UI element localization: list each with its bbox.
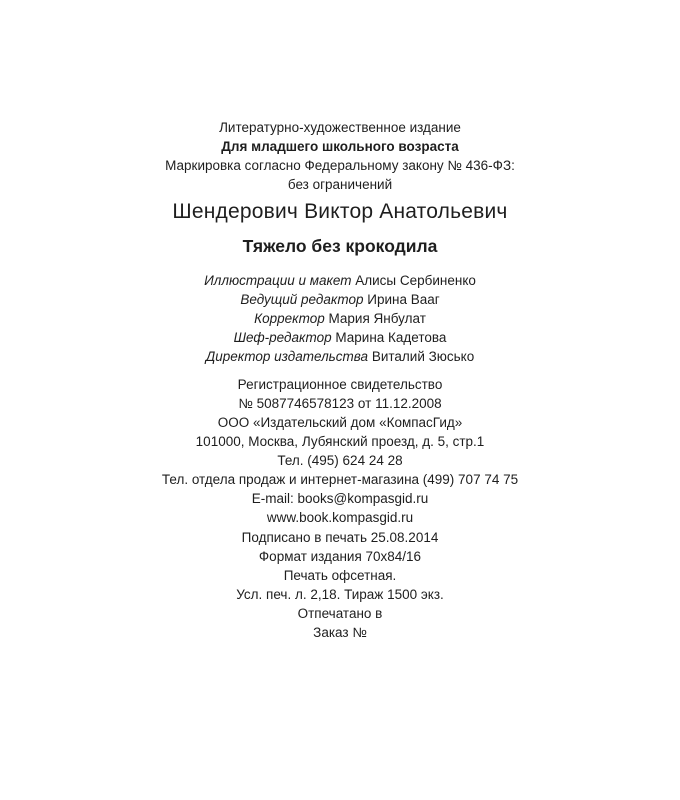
author-section [0,199,680,225]
credit-name: Алисы Сербиненко [355,273,476,288]
book-author: Шендерович Виктор Анатольевич [172,200,508,223]
credit-role: Шеф-редактор [233,330,332,345]
age-group: Для младшего школьного возраста [221,139,459,154]
signed-date: Подписано в печать 25.08.2014 [241,530,439,545]
credits-list [0,271,680,366]
credit-name: Виталий Зюсько [371,349,475,364]
publisher-address: 101000, Москва, Лубянский проезд, д. 5, стр.1 [195,434,485,449]
credit-role: Директор издательства [205,349,369,364]
edition-info [0,118,680,194]
sheets-and-run: Усл. печ. л. 2,18. Тираж 1500 экз. [236,587,444,602]
edition-format: Формат издания 70х84/16 [258,549,422,564]
edition-type: Литературно-художественное издание [219,120,461,135]
credit-role: Ведущий редактор [240,292,364,307]
publisher-website: www.book.kompasgid.ru [266,510,414,525]
credit-line [0,271,680,290]
book-title: Тяжело без крокодила [242,236,438,256]
credit-role: Иллюстрации и макет [204,273,352,288]
order-number: Заказ № [313,625,367,640]
publisher-name: ООО «Издательский дом «КомпасГид» [217,415,463,430]
credit-name: Марина Кадетова [335,330,447,345]
sales-phone: Тел. отдела продаж и интернет-магазина (499) 707 74 75 [161,472,519,487]
credit-line [0,290,680,309]
title-section [0,235,680,257]
registration-label: Регистрационное свидетельство [237,377,443,392]
marking-line-2: без ограничений [287,177,393,192]
printed-at: Отпечатано в [297,606,383,621]
credit-line [0,347,680,366]
credit-name: Мария Янбулат [328,311,426,326]
print-info [0,528,680,642]
publisher-info [0,375,680,527]
credit-role: Корректор [254,311,325,326]
credit-line [0,328,680,347]
registration-number: № 5087746578123 от 11.12.2008 [238,396,442,411]
marking-line-1: Маркировка согласно Федеральному закону № 436-ФЗ: [165,158,515,173]
publisher-phone: Тел. (495) 624 24 28 [277,453,403,468]
print-type: Печать офсетная. [283,568,397,583]
publisher-email: E-mail: books@kompasgid.ru [251,491,429,506]
credit-line [0,309,680,328]
credit-name: Ирина Вааг [367,292,440,307]
